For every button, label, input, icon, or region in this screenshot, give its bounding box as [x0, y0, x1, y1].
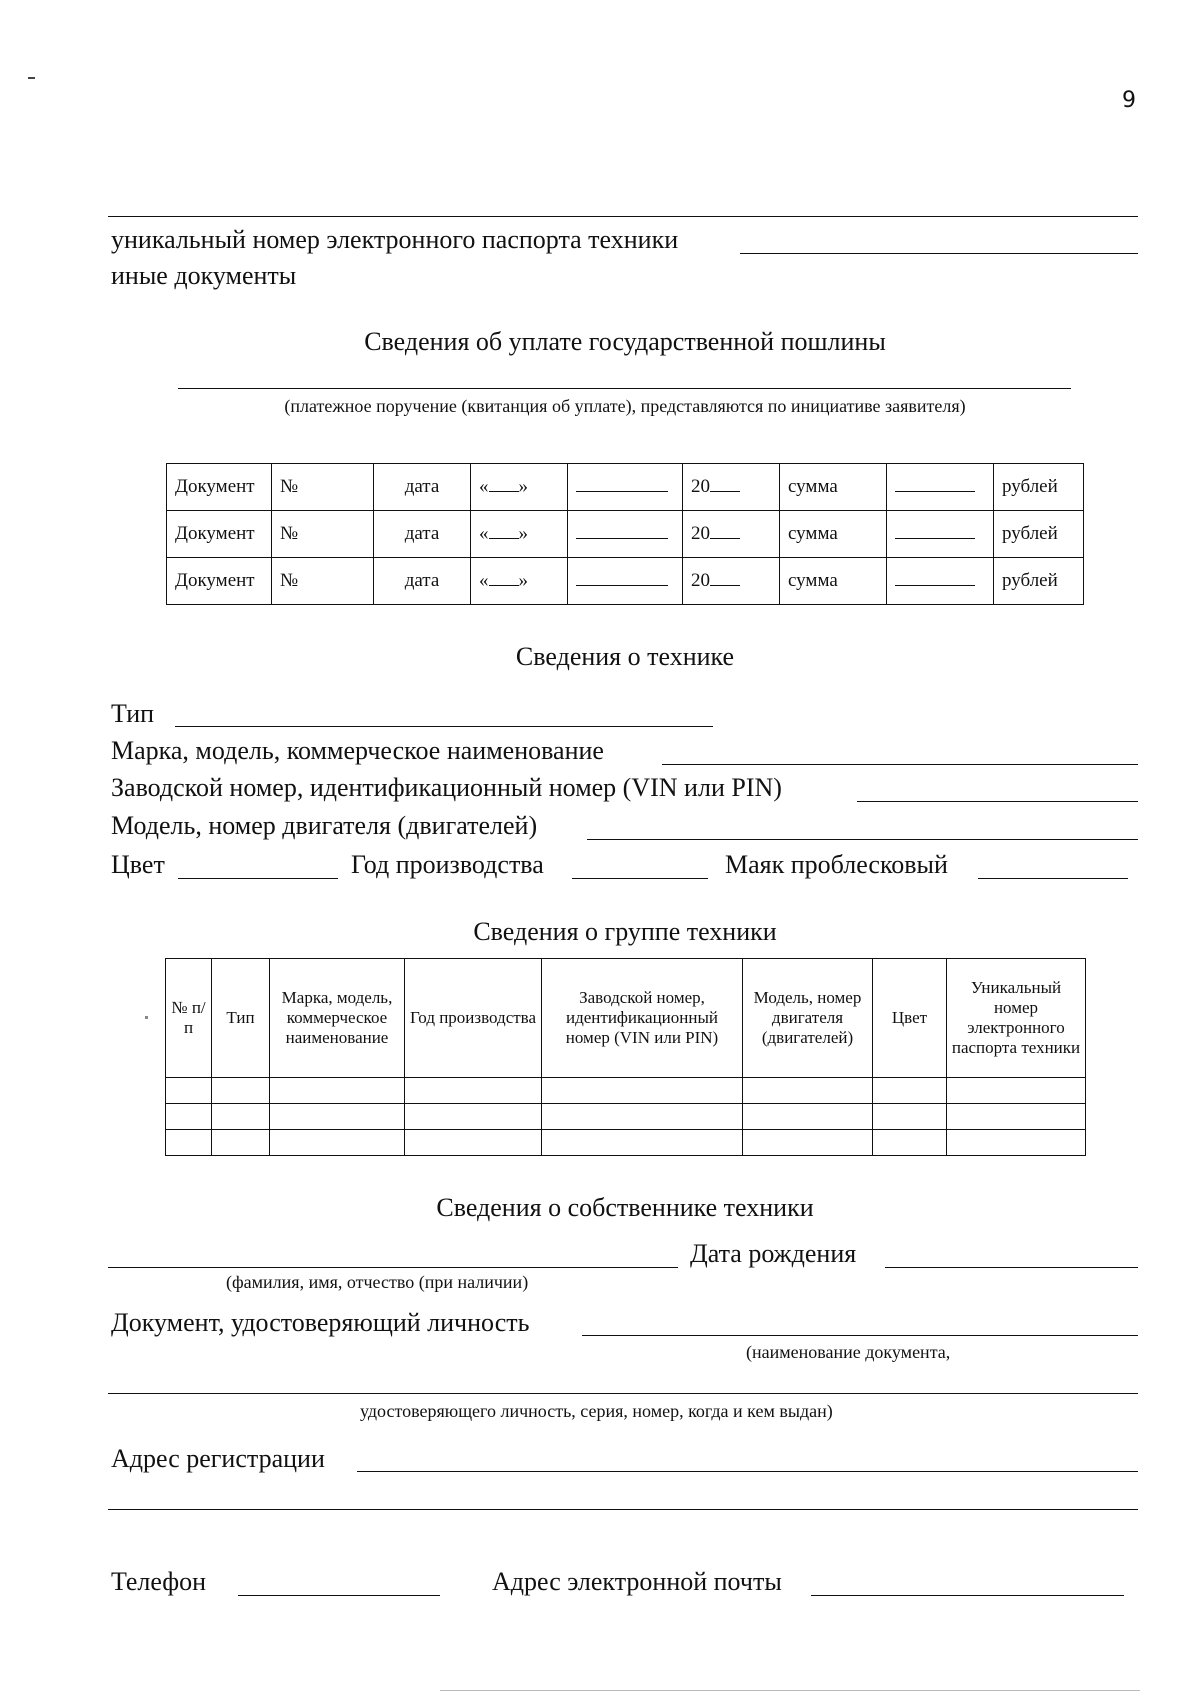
- col-number: № п/п: [166, 959, 212, 1078]
- col-year: Год производства: [405, 959, 542, 1078]
- fee-cell-document: Документ: [167, 511, 272, 558]
- fee-cell-year[interactable]: [683, 464, 780, 511]
- group-cell[interactable]: [166, 1078, 212, 1104]
- fee-cell-currency: рублей: [994, 511, 1084, 558]
- quote-open: «: [479, 476, 489, 497]
- fee-row: [167, 558, 1084, 605]
- col-brand: Марка, модель, коммерческое наименование: [270, 959, 405, 1078]
- id-doc-label: Документ, удостоверяющий личность: [111, 1308, 530, 1337]
- group-cell[interactable]: [947, 1130, 1086, 1156]
- fee-cell-day[interactable]: [471, 464, 568, 511]
- scan-mark: [28, 77, 35, 79]
- year-prefix: 20: [691, 570, 710, 591]
- col-color: Цвет: [873, 959, 947, 1078]
- quote-open: «: [479, 570, 489, 591]
- email-label: Адрес электронной почты: [492, 1567, 782, 1596]
- group-cell[interactable]: [166, 1104, 212, 1130]
- year-field[interactable]: [572, 878, 708, 879]
- e-passport-field[interactable]: [740, 253, 1138, 254]
- col-type: Тип: [212, 959, 270, 1078]
- fee-row: [167, 464, 1084, 511]
- fee-document-field[interactable]: [178, 388, 1071, 389]
- fee-cell-day[interactable]: [471, 511, 568, 558]
- group-row: [166, 1130, 1086, 1156]
- fee-cell-sum[interactable]: [887, 558, 994, 605]
- fee-cell-day[interactable]: [471, 558, 568, 605]
- year-prefix: 20: [691, 523, 710, 544]
- col-engine: Модель, номер двигателя (двигателей): [743, 959, 873, 1078]
- fee-cell-sum[interactable]: [887, 464, 994, 511]
- birth-field[interactable]: [885, 1267, 1138, 1268]
- email-field[interactable]: [811, 1595, 1124, 1596]
- fee-cell-document: Документ: [167, 464, 272, 511]
- type-label: Тип: [111, 699, 155, 728]
- address-field-2[interactable]: [108, 1509, 1138, 1510]
- group-cell[interactable]: [405, 1130, 542, 1156]
- color-label: Цвет: [111, 850, 165, 879]
- fio-caption: (фамилия, имя, отчество (при наличии): [226, 1272, 529, 1292]
- group-cell[interactable]: [542, 1078, 743, 1104]
- group-cell[interactable]: [542, 1104, 743, 1130]
- group-cell[interactable]: [873, 1130, 947, 1156]
- fio-field[interactable]: [108, 1267, 678, 1268]
- group-row: [166, 1104, 1086, 1130]
- fee-cell-sum-label: сумма: [780, 464, 887, 511]
- fee-cell-date: дата: [374, 558, 471, 605]
- col-vin: Заводской номер, идентификационный номер (VIN или PIN): [542, 959, 743, 1078]
- id-doc-field-2[interactable]: [108, 1393, 1138, 1394]
- quote-close: »: [518, 523, 528, 544]
- fee-cell-year[interactable]: [683, 558, 780, 605]
- group-cell[interactable]: [405, 1104, 542, 1130]
- group-cell[interactable]: [270, 1130, 405, 1156]
- birth-label: Дата рождения: [690, 1239, 857, 1268]
- fee-cell-number[interactable]: №: [272, 558, 374, 605]
- group-cell[interactable]: [212, 1130, 270, 1156]
- vin-label: Заводской номер, идентификационный номер (VIN или PIN): [111, 773, 782, 802]
- fee-cell-sum-label: сумма: [780, 511, 887, 558]
- page-number: 9: [1122, 88, 1136, 113]
- fee-caption: (платежное поручение (квитанция об уплате), представляются по инициативе заявителя): [284, 396, 966, 416]
- fee-cell-month[interactable]: [568, 558, 683, 605]
- brand-field[interactable]: [662, 764, 1138, 765]
- group-table: [165, 958, 1086, 1156]
- col-e-passport: Уникальный номер электронного паспорта техники: [947, 959, 1086, 1078]
- fee-cell-date: дата: [374, 464, 471, 511]
- quote-close: »: [518, 570, 528, 591]
- fee-section-title: Сведения об уплате государственной пошлины: [364, 327, 886, 356]
- engine-label: Модель, номер двигателя (двигателей): [111, 811, 538, 840]
- phone-field[interactable]: [238, 1595, 440, 1596]
- year-label: Год производства: [351, 850, 544, 879]
- id-doc-field[interactable]: [582, 1335, 1138, 1336]
- fee-cell-date: дата: [374, 511, 471, 558]
- fee-cell-month[interactable]: [568, 511, 683, 558]
- brand-label: Марка, модель, коммерческое наименование: [111, 736, 604, 765]
- group-cell[interactable]: [947, 1104, 1086, 1130]
- owner-section-title: Сведения о собственнике техники: [436, 1193, 814, 1222]
- fee-cell-sum[interactable]: [887, 511, 994, 558]
- beacon-field[interactable]: [978, 878, 1128, 879]
- type-field[interactable]: [175, 726, 713, 727]
- group-cell[interactable]: [405, 1078, 542, 1104]
- fee-table: [166, 463, 1084, 605]
- id-doc-caption-2: удостоверяющего личность, серия, номер, когда и кем выдан): [360, 1401, 833, 1421]
- group-cell[interactable]: [947, 1078, 1086, 1104]
- group-header-row: [166, 959, 1086, 1078]
- group-row: [166, 1078, 1086, 1104]
- engine-field[interactable]: [587, 839, 1138, 840]
- vin-field[interactable]: [857, 801, 1138, 802]
- id-doc-caption-1: (наименование документа,: [746, 1342, 951, 1362]
- e-passport-label: уникальный номер электронного паспорта техники: [111, 225, 679, 254]
- address-field[interactable]: [357, 1471, 1138, 1472]
- group-cell[interactable]: [743, 1104, 873, 1130]
- group-section-title: Сведения о группе техники: [473, 917, 777, 946]
- scan-mark: [145, 1016, 148, 1019]
- group-cell[interactable]: [873, 1078, 947, 1104]
- fee-cell-number[interactable]: №: [272, 464, 374, 511]
- group-cell[interactable]: [873, 1104, 947, 1130]
- fee-cell-currency: рублей: [994, 464, 1084, 511]
- group-cell[interactable]: [743, 1078, 873, 1104]
- fee-cell-month[interactable]: [568, 464, 683, 511]
- group-cell[interactable]: [743, 1130, 873, 1156]
- group-cell[interactable]: [166, 1130, 212, 1156]
- fee-cell-document: Документ: [167, 558, 272, 605]
- group-cell[interactable]: [270, 1104, 405, 1130]
- fee-cell-number[interactable]: №: [272, 511, 374, 558]
- group-cell[interactable]: [212, 1104, 270, 1130]
- group-cell[interactable]: [212, 1078, 270, 1104]
- fee-cell-year[interactable]: [683, 511, 780, 558]
- tech-section-title: Сведения о технике: [515, 642, 735, 671]
- group-cell[interactable]: [270, 1078, 405, 1104]
- other-docs-label: иные документы: [111, 261, 297, 290]
- scan-edge-line: [440, 1690, 1140, 1691]
- year-prefix: 20: [691, 476, 710, 497]
- beacon-label: Маяк проблесковый: [725, 850, 948, 879]
- phone-label: Телефон: [111, 1567, 207, 1596]
- fee-row: [167, 511, 1084, 558]
- color-field[interactable]: [178, 878, 338, 879]
- fee-cell-currency: рублей: [994, 558, 1084, 605]
- top-divider: [108, 216, 1138, 217]
- quote-open: «: [479, 523, 489, 544]
- quote-close: »: [518, 476, 528, 497]
- address-label: Адрес регистрации: [111, 1444, 325, 1473]
- group-cell[interactable]: [542, 1130, 743, 1156]
- fee-cell-sum-label: сумма: [780, 558, 887, 605]
